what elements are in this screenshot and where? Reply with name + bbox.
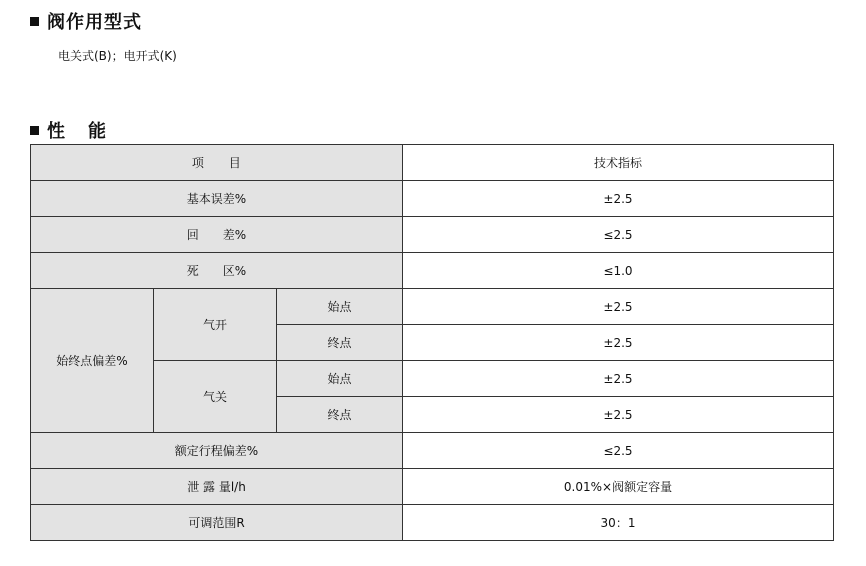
row-label: 额定行程偏差%: [31, 433, 403, 469]
sub-sub-label: 终点: [277, 397, 403, 433]
sub-sub-label: 始点: [277, 289, 403, 325]
table-row: [31, 433, 834, 469]
row-value: ≤1.0: [403, 253, 834, 289]
row-value: 30：1: [403, 505, 834, 541]
section-title-valve-action: [30, 8, 142, 34]
sub-sub-label: 终点: [277, 325, 403, 361]
table-row: [31, 217, 834, 253]
table-header-row: [31, 145, 834, 181]
table-row: [31, 253, 834, 289]
row-label: 泄 露 量l/h: [31, 469, 403, 505]
table-row: [31, 469, 834, 505]
row-value: ±2.5: [403, 325, 834, 361]
row-value: ±2.5: [403, 181, 834, 217]
row-value: ±2.5: [403, 289, 834, 325]
valve-action-title: 阀作用型式: [47, 12, 142, 33]
row-label: 死 区%: [31, 253, 403, 289]
table-row: [31, 505, 834, 541]
row-value: ≤2.5: [403, 433, 834, 469]
row-label: 始终点偏差%: [31, 289, 154, 433]
row-label: 可调范围R: [31, 505, 403, 541]
row-value: ±2.5: [403, 361, 834, 397]
valve-action-types: 电关式(B)；电开式(K): [58, 49, 177, 63]
square-bullet-icon: [30, 126, 39, 135]
row-value: ±2.5: [403, 397, 834, 433]
sub-label: 气开: [154, 289, 277, 361]
table-row: [31, 289, 834, 325]
row-value: ≤2.5: [403, 217, 834, 253]
row-label: 回 差%: [31, 217, 403, 253]
row-label: 基本误差%: [31, 181, 403, 217]
performance-table: [30, 144, 834, 541]
table-row: [31, 181, 834, 217]
square-bullet-icon: [30, 17, 39, 26]
header-item: 项 目: [31, 145, 403, 181]
performance-title-b: 能: [88, 121, 107, 142]
section-title-performance: [30, 117, 107, 143]
header-spec: 技术指标: [403, 145, 834, 181]
sub-label: 气关: [154, 361, 277, 433]
sub-sub-label: 始点: [277, 361, 403, 397]
performance-title-a: 性: [47, 121, 66, 142]
row-value: 0.01%×阀额定容量: [403, 469, 834, 505]
